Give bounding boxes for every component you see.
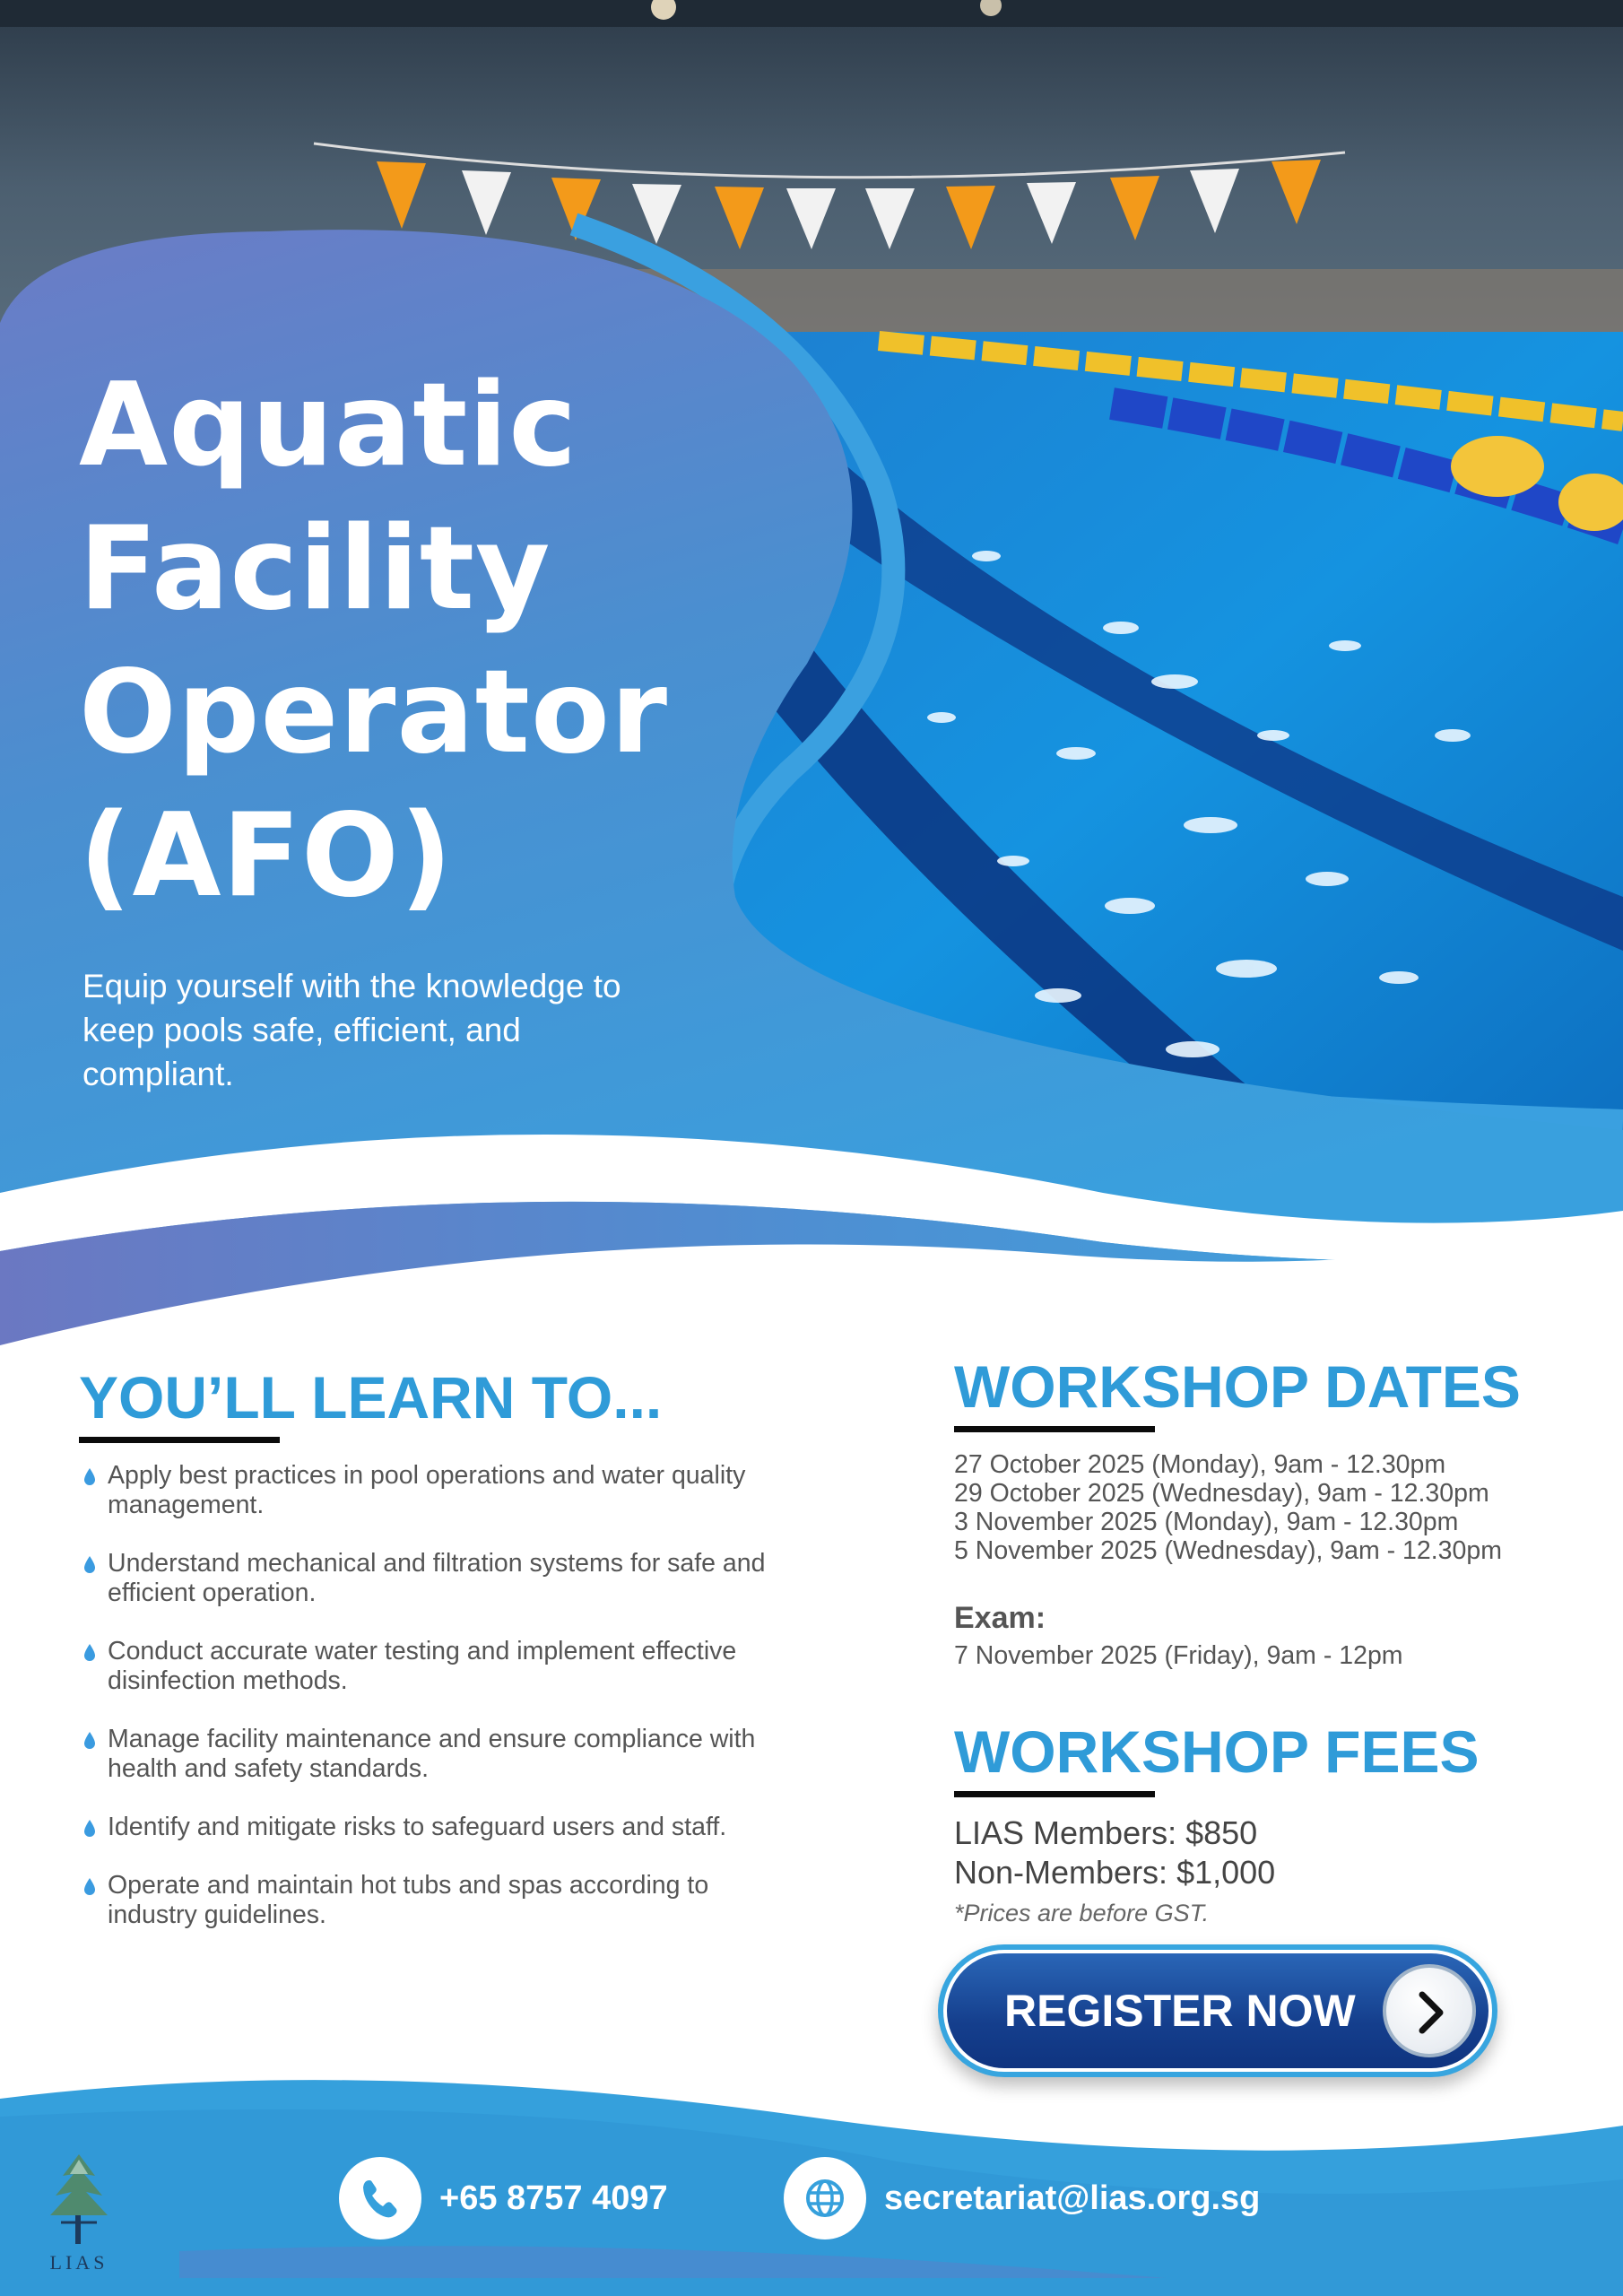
water-drop-icon [82, 1878, 97, 1896]
register-button[interactable] [938, 1944, 1497, 2077]
dates-list [954, 1450, 1600, 1565]
water-drop-icon [82, 1644, 97, 1662]
water-drop-icon [82, 1556, 97, 1574]
phone-glyph [357, 2175, 404, 2222]
phone-contact[interactable] [339, 2157, 668, 2239]
hero-subtitle: Equip yourself with the knowledge to keep pools safe, efficient, and compliant. [82, 968, 621, 1092]
learn-section [79, 1363, 778, 1959]
exam-label: Exam: [954, 1601, 1046, 1635]
title-line: Facility [79, 502, 551, 636]
workshop-section [954, 1352, 1600, 1927]
fees-note: *Prices are before GST. [954, 1900, 1210, 1926]
lias-logo [25, 2151, 133, 2272]
list-item-text: Understand mechanical and filtration systems for safe and efficient operation. [108, 1549, 766, 1607]
date-item: 27 October 2025 (Monday), 9am - 12.30pm [954, 1450, 1446, 1479]
water-drop-icon [82, 1468, 97, 1486]
list-item-text: Identify and mitigate risks to safeguard users and staff. [108, 1813, 727, 1841]
fees-heading: WORKSHOP FEES [954, 1718, 1480, 1785]
logo-text: LIAS [49, 2251, 108, 2274]
globe-glyph [802, 2175, 848, 2222]
heading-underline [954, 1426, 1155, 1432]
globe-icon[interactable] [784, 2157, 866, 2239]
register-button-body[interactable] [943, 1950, 1492, 2072]
date-item: 29 October 2025 (Wednesday), 9am - 12.30pm [954, 1479, 1489, 1508]
chevron-right-icon[interactable] [1383, 1964, 1476, 2057]
list-item-text: Operate and maintain hot tubs and spas according to industry guidelines. [108, 1871, 709, 1929]
list-item [79, 1461, 778, 1520]
water-drop-icon [82, 1732, 97, 1750]
list-item [79, 1813, 778, 1842]
water-drop-icon [82, 1820, 97, 1838]
phone-number[interactable]: +65 8757 4097 [439, 2179, 668, 2217]
list-item [79, 1871, 778, 1930]
fee-members: LIAS Members: $850 [954, 1814, 1258, 1851]
email-contact[interactable] [784, 2157, 1260, 2239]
list-item-text: Apply best practices in pool operations and water quality management. [108, 1461, 746, 1519]
phone-icon[interactable] [339, 2157, 421, 2239]
fee-non-members: Non-Members: $1,000 [954, 1854, 1276, 1891]
dates-heading: WORKSHOP DATES [954, 1353, 1521, 1420]
list-item [79, 1725, 778, 1784]
title-line: (AFO) [79, 789, 454, 923]
learn-list [79, 1461, 778, 1930]
date-item: 5 November 2025 (Wednesday), 9am - 12.30pm [954, 1536, 1502, 1565]
heading-underline [954, 1791, 1155, 1797]
fees-list [954, 1813, 1600, 1892]
register-button-label: REGISTER NOW [1004, 1986, 1356, 2036]
exam-date: 7 November 2025 (Friday), 9am - 12pm [954, 1641, 1403, 1670]
learn-heading: YOU’LL LEARN TO... [79, 1364, 663, 1431]
title-line: Aquatic [79, 359, 578, 492]
tree-logo-icon [25, 2151, 133, 2249]
date-item: 3 November 2025 (Monday), 9am - 12.30pm [954, 1508, 1459, 1536]
list-item [79, 1549, 778, 1608]
page-title [79, 354, 707, 928]
heading-underline [79, 1437, 280, 1443]
list-item-text: Conduct accurate water testing and implement effective disinfection methods. [108, 1637, 737, 1695]
list-item [79, 1637, 778, 1696]
chevron-right-glyph [1410, 1989, 1453, 2036]
list-item-text: Manage facility maintenance and ensure compliance with health and safety standards. [108, 1725, 756, 1783]
title-line: Operator [79, 646, 668, 779]
email-address[interactable]: secretariat@lias.org.sg [884, 2179, 1261, 2217]
